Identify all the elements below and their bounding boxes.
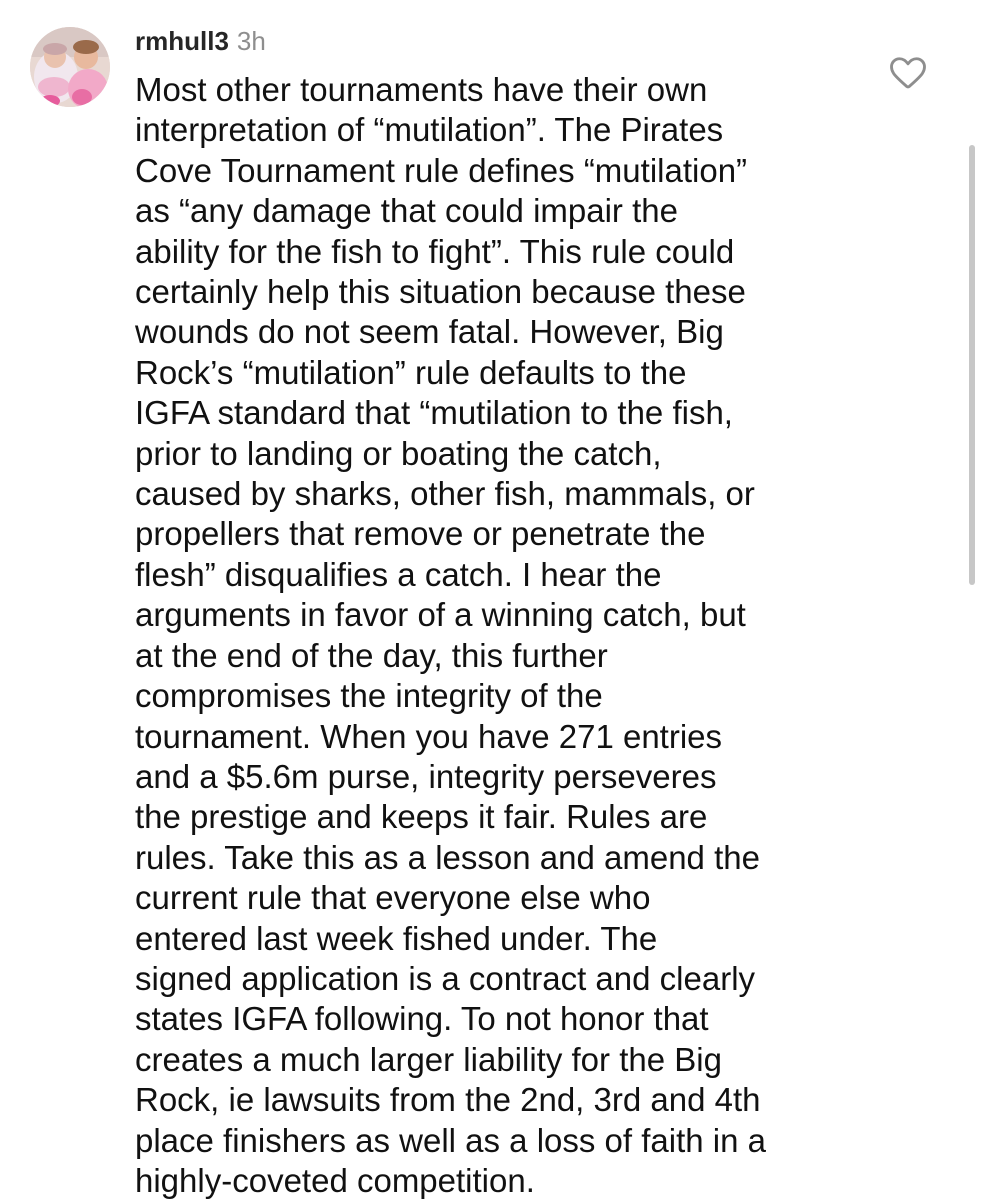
avatar[interactable] xyxy=(30,27,110,107)
scrollbar[interactable] xyxy=(969,145,975,585)
heart-outline-icon xyxy=(890,56,926,90)
comment-meta xyxy=(135,26,266,60)
username[interactable]: rmhull3 xyxy=(135,26,229,56)
avatar-photo-icon xyxy=(30,27,110,107)
timestamp: 3h xyxy=(236,26,266,56)
like-button[interactable] xyxy=(890,56,926,90)
comment-text: Most other tournaments have their own interpretation of “mutilation”. The Pirates Cove Tournament rule defines “mutilation” as “any damage that could impair the ability for the fish to fight”. This rule could certainly help this situation because these wounds do not seem fatal. However, Big Rock’s “mutilation” rule defaults to the IGFA standard that “mutilation to the fish, prior to landing or boating the catch, caused by sharks, other fish, mammals, or propellers that remove or penetrate the flesh” disqualifies a catch. I hear the arguments in favor of a winning catch, but at the end of the day, this further compromises the integrity of the tournament. When you have 271 entries and a $5.6m purse, integrity perseveres the prestige and keeps it fair. Rules are rules. Take this as a lesson and amend the current rule that everyone else who entered last week fished under. The signed application is a contract and clearly states IGFA following. To not honor that creates a much larger liability for the Big Rock, ie lawsuits from the 2nd, 3rd and 4th place finishers as well as a loss of faith in a highly-coveted competition. xyxy=(135,71,766,1199)
